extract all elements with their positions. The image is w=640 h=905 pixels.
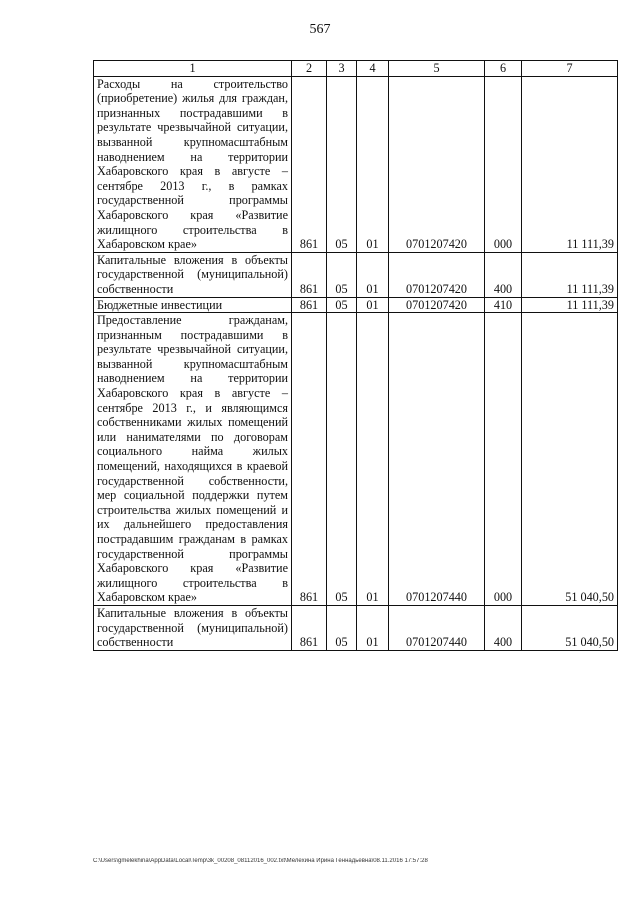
cell-subsection: 01: [357, 313, 389, 606]
cell-expense-type: 400: [485, 252, 522, 297]
column-header-4: 4: [357, 61, 389, 77]
cell-target-article: 0701207440: [389, 313, 485, 606]
table-row: [94, 252, 618, 297]
cell-expense-type: 410: [485, 297, 522, 313]
column-header-7: 7: [522, 61, 618, 77]
budget-table: [93, 60, 618, 651]
cell-admin-code: 861: [292, 605, 327, 650]
row-description: Капитальные вложения в объекты государственной (муниципальной) собственности: [94, 605, 292, 650]
row-description: Расходы на строительство (приобретение) жилья для граждан, признанных пострадавшими в результате чрезвычайной ситуации, вызванной крупномасштабным наводнением на территории Хабаровского края в августе – сентябре 2013 г., в рамках государственной программы Хабаровского края «Развитие жилищного строительства в Хабаровском крае»: [94, 76, 292, 252]
cell-amount: 51 040,50: [522, 313, 618, 606]
cell-expense-type: 400: [485, 605, 522, 650]
column-header-1: 1: [94, 61, 292, 77]
cell-admin-code: 861: [292, 76, 327, 252]
row-description: Предоставление гражданам, признанным пострадавшими в результате чрезвычайной ситуации, вызванной крупномасштабным наводнением на территории Хабаровского края в августе – сентябре 2013 г., и являющимся собственниками жилых помещений или нанимателями по договорам социального найма жилых помещений, находящихся в краевой государственной собственности, мер социальной поддержки путем строительства жилых помещений и их дальнейшего предоставления пострадавшим гражданам в рамках государственной программы Хабаровского края «Развитие жилищного строительства в Хабаровском крае»: [94, 313, 292, 606]
table-row: [94, 605, 618, 650]
cell-section: 05: [327, 252, 357, 297]
cell-amount: 11 111,39: [522, 297, 618, 313]
cell-target-article: 0701207440: [389, 605, 485, 650]
cell-admin-code: 861: [292, 252, 327, 297]
cell-subsection: 01: [357, 605, 389, 650]
cell-subsection: 01: [357, 252, 389, 297]
cell-subsection: 01: [357, 297, 389, 313]
cell-target-article: 0701207420: [389, 252, 485, 297]
file-path-footer: C:\Users\gmelekhina\AppData\Local\Temp\3k_00208_08112016_002.txt\Мелехина Ирина Геннадьевна\08.11.2016 17:57:28: [93, 858, 428, 864]
header-row: [94, 61, 618, 77]
cell-amount: 11 111,39: [522, 76, 618, 252]
cell-amount: 51 040,50: [522, 605, 618, 650]
cell-target-article: 0701207420: [389, 76, 485, 252]
cell-expense-type: 000: [485, 76, 522, 252]
page-number: 567: [309, 22, 331, 37]
cell-amount: 11 111,39: [522, 252, 618, 297]
column-header-5: 5: [389, 61, 485, 77]
column-header-3: 3: [327, 61, 357, 77]
row-description: Капитальные вложения в объекты государственной (муниципальной) собственности: [94, 252, 292, 297]
cell-target-article: 0701207420: [389, 297, 485, 313]
column-header-2: 2: [292, 61, 327, 77]
cell-section: 05: [327, 76, 357, 252]
cell-section: 05: [327, 297, 357, 313]
cell-expense-type: 000: [485, 313, 522, 606]
row-description: Бюджетные инвестиции: [94, 297, 292, 313]
cell-admin-code: 861: [292, 297, 327, 313]
cell-admin-code: 861: [292, 313, 327, 606]
cell-section: 05: [327, 605, 357, 650]
cell-section: 05: [327, 313, 357, 606]
table-row: [94, 76, 618, 252]
table-row: [94, 297, 618, 313]
column-header-6: 6: [485, 61, 522, 77]
cell-subsection: 01: [357, 76, 389, 252]
table-row: [94, 313, 618, 606]
